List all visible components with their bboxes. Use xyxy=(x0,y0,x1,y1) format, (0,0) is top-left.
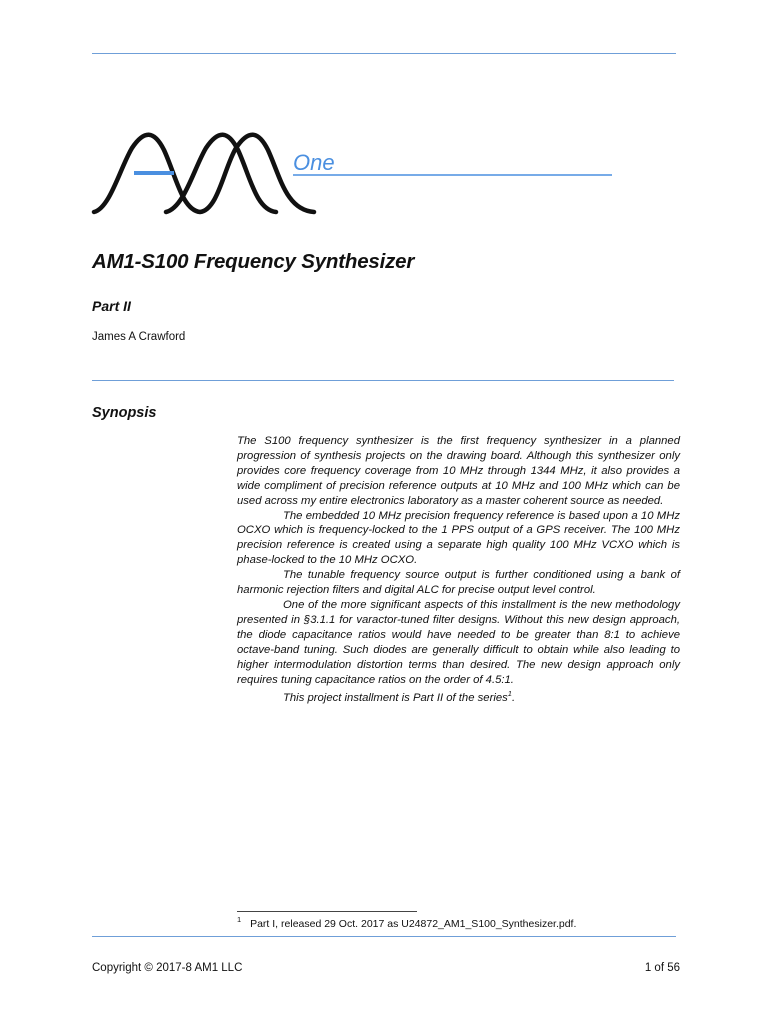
am1-logo xyxy=(88,128,618,220)
top-rule xyxy=(92,53,676,54)
footnote-reference[interactable]: 1 xyxy=(507,689,512,699)
part-label: Part II xyxy=(92,298,131,314)
logo-waveform xyxy=(94,135,314,212)
section-rule xyxy=(92,380,674,381)
footnote-text: Part I, released 29 Oct. 2017 as U24872_AM1_S100_Synthesizer.pdf. xyxy=(250,917,577,930)
logo-waveform-2 xyxy=(166,135,276,212)
logo-tagline: One xyxy=(293,150,335,175)
synopsis-body xyxy=(237,434,680,706)
series-sentence-end: . xyxy=(511,692,516,705)
author-name: James A Crawford xyxy=(92,331,186,343)
footnote xyxy=(237,915,576,930)
page-number: 1 of 56 xyxy=(644,962,680,974)
synopsis-paragraph-2: The embedded 10 MHz precision frequency reference is based upon a 10 MHz OCXO which is frequency-locked to the 1 PPS output of a GPS receiver. The 100 MHz precision reference is created using a separate high quality 100 MHz VCXO which is phase-locked to the 10 MHz OCXO. xyxy=(237,509,680,567)
synopsis-heading: Synopsis xyxy=(92,405,157,421)
synopsis-paragraph-1: The S100 frequency synthesizer is the first frequency synthesizer in a planned progression of synthesis projects on the drawing board. Although this synthesizer only provides core frequency coverage from 10 MHz through 1344 MHz, it also provides a wide compliment of precision reference outputs at 10 MHz and 100 MHz which can be used across my entire electronics laboratory as a master coherent source as needed. xyxy=(237,435,680,507)
series-sentence: This project installment is Part II of the series xyxy=(283,692,508,705)
document-title: AM1-S100 Frequency Synthesizer xyxy=(92,250,415,273)
copyright-text: Copyright © 2017-8 AM1 LLC xyxy=(92,962,243,974)
synopsis-paragraph-5 xyxy=(237,687,680,706)
synopsis-paragraph-4: One of the more significant aspects of this installment is the new methodology presented in §3.1.1 for varactor-tuned filter designs. Without this new design approach, the diode capacitance ratios would have needed to be greater than 8:1 to achieve octave-band tuning. Such diodes are generally difficult to obtain while also leading to higher intermodulation distortion terms than desired. The new design approach only requires tuning capacitance ratios on the order of 4.5:1. xyxy=(237,598,680,686)
footer-rule xyxy=(92,936,676,937)
synopsis-paragraph-3: The tunable frequency source output is further conditioned using a bank of harmonic rejection filters and digital ALC for precise output level control. xyxy=(237,569,680,597)
footnote-rule xyxy=(237,911,417,912)
footnote-mark: 1 xyxy=(237,915,242,924)
